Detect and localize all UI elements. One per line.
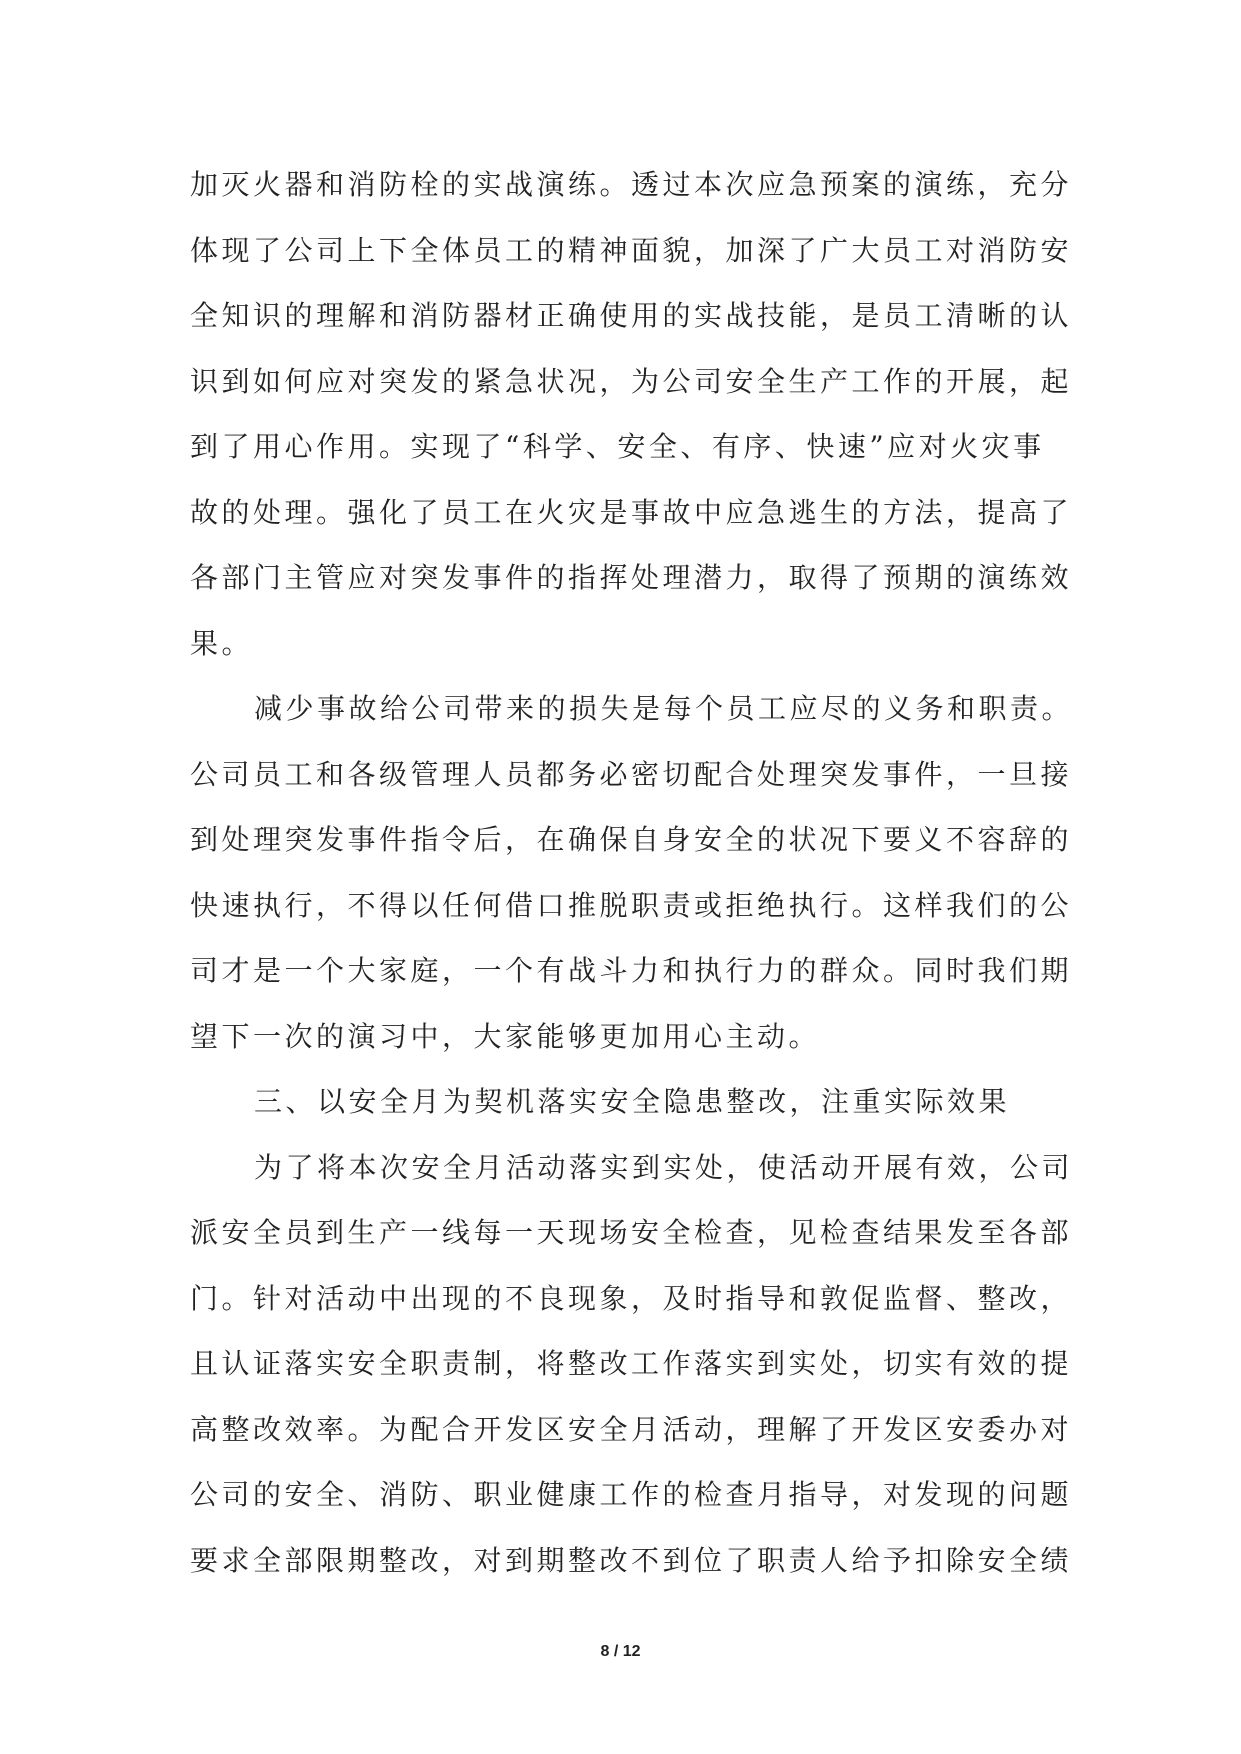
paragraph-employee-duty: [190, 676, 1074, 1069]
text-line: 果。: [190, 626, 254, 660]
text-line: 望下一次的演习中，大家能够更加用心主动。: [190, 1019, 821, 1053]
text-line: 公司员工和各级管理人员都务必密切配合处理突发事件，一旦接: [190, 757, 1073, 791]
paragraph-rectification: [190, 1135, 1074, 1594]
section-heading: 三、以安全月为契机落实安全隐患整改，注重实际效果: [254, 1085, 1011, 1118]
text-line: 体现了公司上下全体员工的精神面貌，加深了广大员工对消防安: [190, 233, 1073, 267]
text-line: 高整改效率。为配合开发区安全月活动，理解了开发区安委办对: [190, 1412, 1073, 1446]
text-line: 到了用心作用。实现了“科学、安全、有序、快速”应对火灾事: [190, 430, 1045, 463]
text-line: 到处理突发事件指令后，在确保自身安全的状况下要义不容辞的: [190, 823, 1073, 856]
text-line: 司才是一个大家庭，一个有战斗力和执行力的群众。同时我们期: [190, 954, 1073, 987]
text-line: 各部门主管应对突发事件的指挥处理潜力，取得了预期的演练效: [190, 561, 1073, 594]
text-line: 门。针对活动中出现的不良现象，及时指导和敦促监督、整改，: [190, 1281, 1073, 1315]
text-line: 要求全部限期整改，对到期整改不到位了职责人给予扣除安全绩: [190, 1543, 1073, 1577]
text-line: 故的处理。强化了员工在火灾是事故中应急逃生的方法，提高了: [190, 495, 1073, 529]
page-number: 8 / 12: [600, 1643, 641, 1660]
text-line: 公司的安全、消防、职业健康工作的检查月指导，对发现的问题: [190, 1478, 1073, 1511]
text-line: 为了将本次安全月活动落实到实处，使活动开展有效，公司: [254, 1150, 1074, 1184]
text-line: 加灭火器和消防栓的实战演练。透过本次应急预案的演练，充分: [190, 168, 1073, 201]
text-line: 快速执行，不得以任何借口推脱职责或拒绝执行。这样我们的公: [190, 888, 1073, 922]
text-line: 派安全员到生产一线每一天现场安全检查，见检查结果发至各部: [190, 1216, 1073, 1249]
section-heading-3: [190, 1069, 1065, 1135]
document-body: [190, 152, 1074, 1593]
text-line: 全知识的理解和消防器材正确使用的实战技能，是员工清晰的认: [190, 299, 1073, 332]
text-line: 识到如何应对突发的紧急状况，为公司安全生产工作的开展，起: [190, 364, 1073, 398]
paragraph-drill-results: [190, 152, 1073, 676]
text-line: 且认证落实安全职责制，将整改工作落实到实处，切实有效的提: [190, 1347, 1073, 1380]
text-line: 减少事故给公司带来的损失是每个员工应尽的义务和职责。: [254, 692, 1074, 725]
